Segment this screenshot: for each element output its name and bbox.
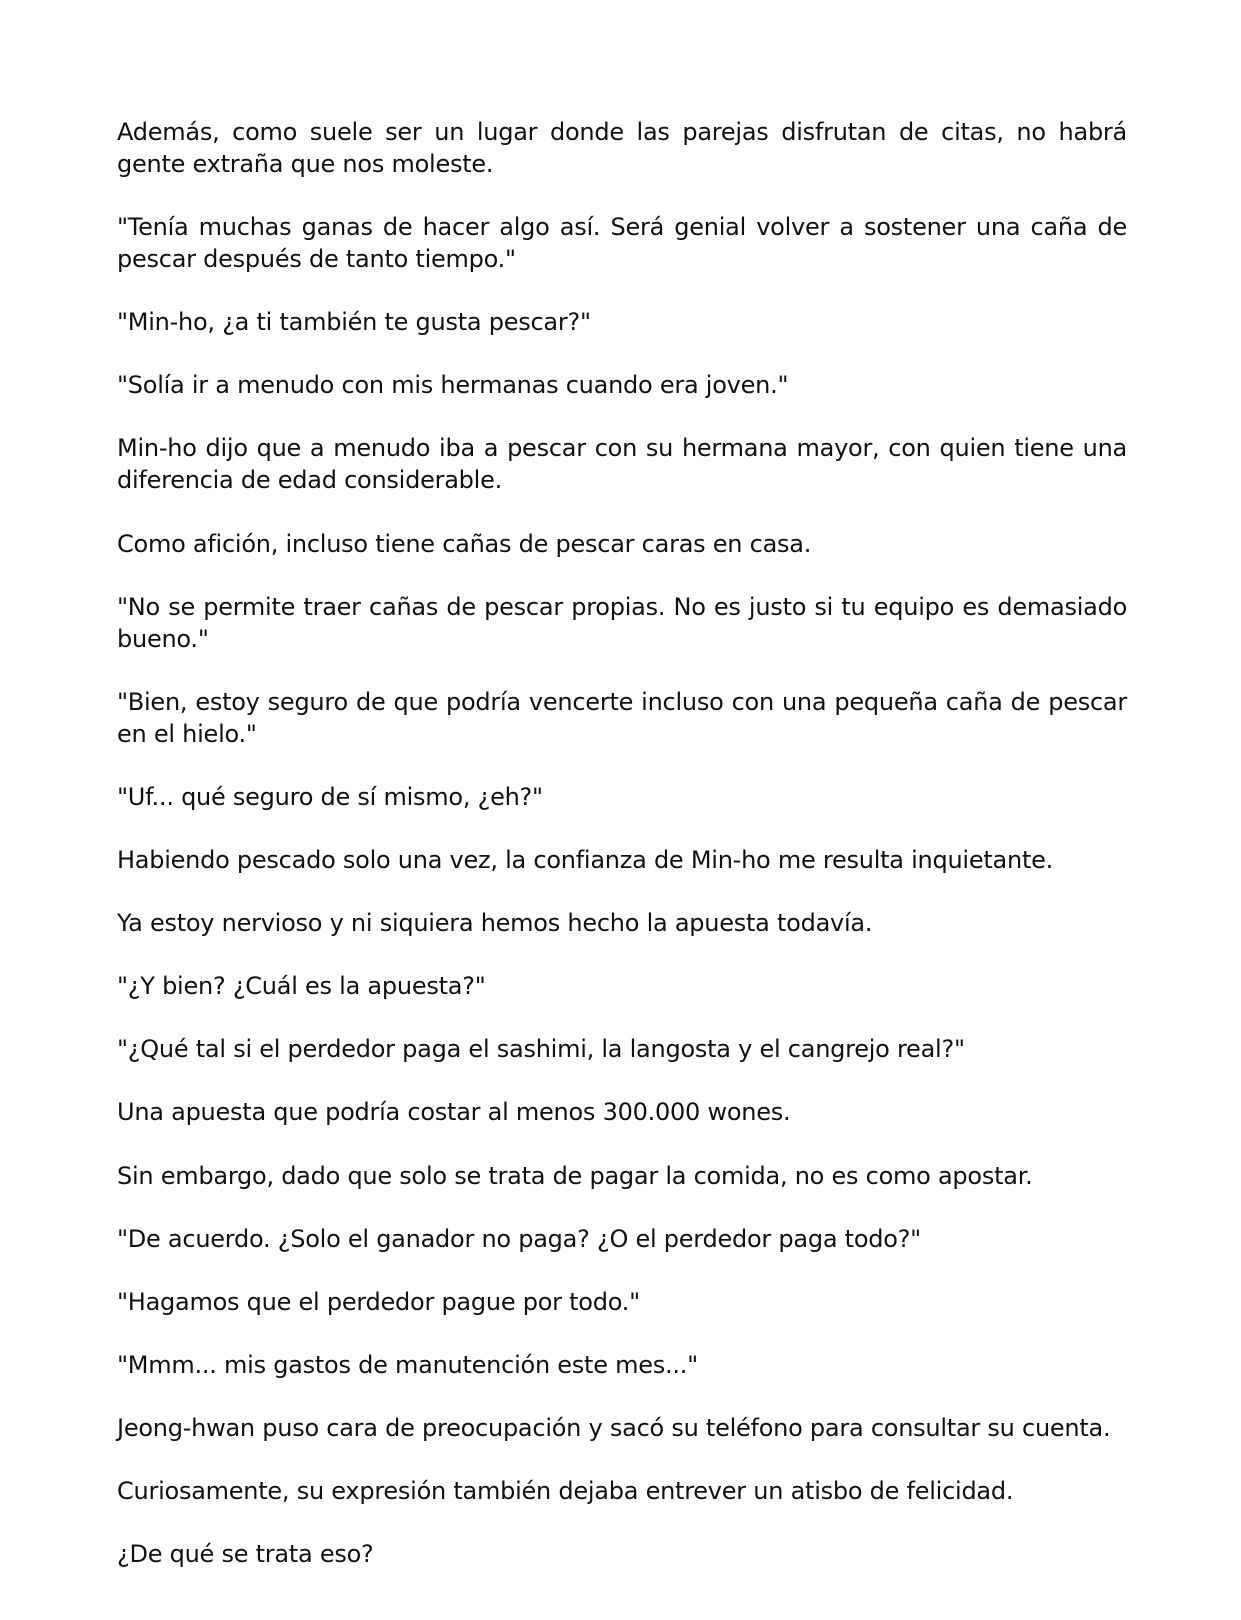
paragraph: Una apuesta que podría costar al menos 300.000 wones.: [117, 1098, 791, 1126]
paragraph: Jeong-hwan puso cara de preocupación y sacó su teléfono para consultar su cuenta.: [117, 1414, 1111, 1442]
paragraph: "Hagamos que el perdedor pague por todo.": [117, 1288, 640, 1316]
paragraph: Habiendo pescado solo una vez, la confianza de Min-ho me resulta inquietante.: [117, 846, 1053, 874]
paragraph: Ya estoy nervioso y ni siquiera hemos hecho la apuesta todavía.: [117, 909, 873, 937]
paragraph: "¿Qué tal si el perdedor paga el sashimi, la langosta y el cangrejo real?": [117, 1035, 965, 1063]
paragraph: "Tenía muchas ganas de hacer algo así. Será genial volver a sostener una caña de pescar después de tanto tiempo.": [117, 213, 1127, 273]
paragraph: "¿Y bien? ¿Cuál es la apuesta?": [117, 972, 486, 1000]
paragraph: ¿De qué se trata eso?: [117, 1540, 374, 1568]
paragraph: "De acuerdo. ¿Solo el ganador no paga? ¿O el perdedor paga todo?": [117, 1225, 921, 1253]
paragraph: "Bien, estoy seguro de que podría vencerte incluso con una pequeña caña de pescar en el hielo.": [117, 688, 1127, 748]
paragraph: Min-ho dijo que a menudo iba a pescar con su hermana mayor, con quien tiene una diferencia de edad considerable.: [117, 434, 1127, 494]
paragraph: Curiosamente, su expresión también dejaba entrever un atisbo de felicidad.: [117, 1477, 1014, 1505]
paragraph: "Uf... qué seguro de sí mismo, ¿eh?": [117, 783, 543, 811]
paragraph: "No se permite traer cañas de pescar propias. No es justo si tu equipo es demasiado bueno.": [117, 593, 1127, 653]
paragraph: "Min-ho, ¿a ti también te gusta pescar?": [117, 308, 591, 336]
paragraph: "Solía ir a menudo con mis hermanas cuando era joven.": [117, 371, 789, 399]
paragraph: "Mmm... mis gastos de manutención este mes...": [117, 1351, 698, 1379]
paragraph: Sin embargo, dado que solo se trata de pagar la comida, no es como apostar.: [117, 1162, 1033, 1190]
paragraph: Además, como suele ser un lugar donde las parejas disfrutan de citas, no habrá gente extraña que nos moleste.: [117, 118, 1127, 178]
paragraph: Como afición, incluso tiene cañas de pescar caras en casa.: [117, 530, 812, 558]
